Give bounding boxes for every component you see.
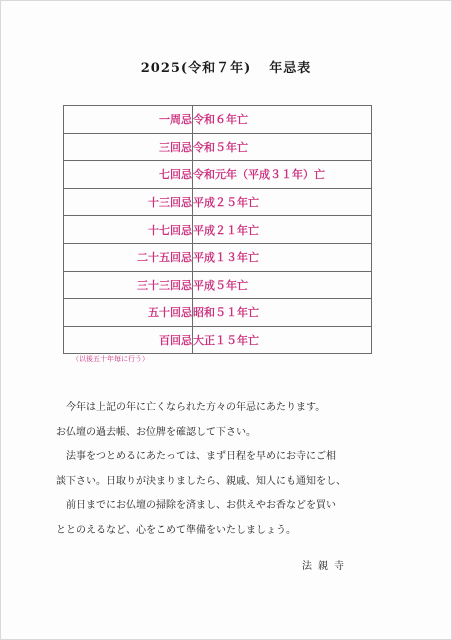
table-row xyxy=(64,326,372,354)
death-year-cell: 令和６年亡 xyxy=(193,106,372,134)
temple-signature: 法親寺 xyxy=(302,561,350,572)
kaiki-cell: 百回忌 xyxy=(64,326,193,354)
table-note: （以後五十年毎に行う） xyxy=(72,355,149,363)
kaiki-cell: 五十回忌 xyxy=(64,299,193,327)
body-line: 法事をつとめるにあたっては、まず日程を早めにお寺にご相 xyxy=(56,451,336,462)
table-row xyxy=(64,243,372,271)
kaiki-cell: 一周忌 xyxy=(64,106,193,134)
table-row xyxy=(64,271,372,299)
death-year-cell: 大正１５年亡 xyxy=(193,326,372,354)
title-label: 年忌表 xyxy=(269,61,312,76)
body-text xyxy=(56,396,396,543)
body-line: 今年は上記の年に亡くなられた方々の年忌にあたります。 xyxy=(56,402,326,413)
kaiki-cell: 二十五回忌 xyxy=(64,243,193,271)
body-line: 談下さい。日取りが決まりましたら、親戚、知人にも通知をし、 xyxy=(56,475,346,487)
table-row xyxy=(64,188,372,216)
table-row xyxy=(64,106,372,134)
kaiki-cell: 三回忌 xyxy=(64,133,193,161)
table-row xyxy=(64,161,372,189)
death-year-cell: 令和５年亡 xyxy=(193,133,372,161)
death-year-cell: 昭和５１年亡 xyxy=(193,299,372,327)
kaiki-cell: 十七回忌 xyxy=(64,216,193,244)
memorial-table xyxy=(63,105,372,354)
death-year-cell: 平成２５年亡 xyxy=(193,188,372,216)
body-line: 前日までにお仏壇の掃除を済まし、お供えやお香などを買い xyxy=(56,500,336,511)
body-line: ととのえるなど、心をこめて準備をいたしましょう。 xyxy=(56,524,296,536)
body-line: お仏壇の過去帳、お位牌を確認して下さい。 xyxy=(56,426,256,438)
kaiki-cell: 三十三回忌 xyxy=(64,271,193,299)
death-year-cell: 平成２１年亡 xyxy=(193,216,372,244)
death-year-cell: 令和元年（平成３１年）亡 xyxy=(193,161,372,189)
title-year: 2025(令和７年) xyxy=(140,61,252,76)
table-row xyxy=(64,133,372,161)
death-year-cell: 平成１３年亡 xyxy=(193,243,372,271)
table-row xyxy=(64,216,372,244)
table-row xyxy=(64,299,372,327)
kaiki-cell: 七回忌 xyxy=(64,161,193,189)
death-year-cell: 平成５年亡 xyxy=(193,271,372,299)
page-title xyxy=(0,57,452,76)
kaiki-cell: 十三回忌 xyxy=(64,188,193,216)
